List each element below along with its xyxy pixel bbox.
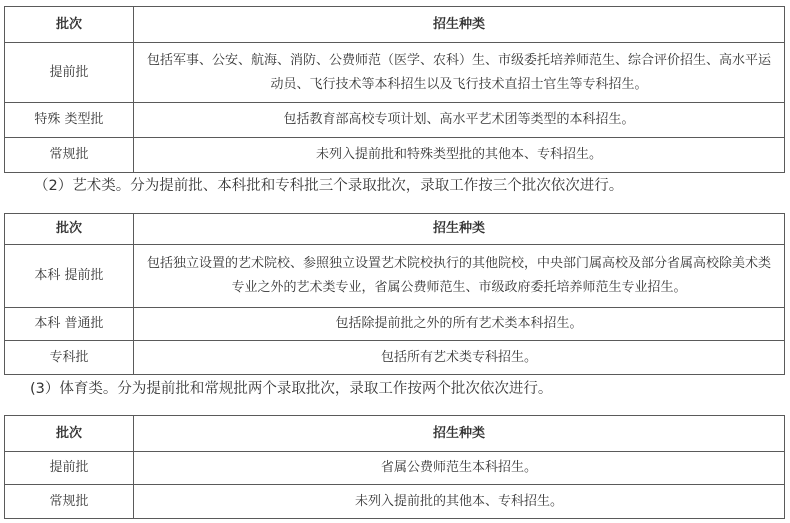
table-row — [5, 341, 785, 375]
desc-cell: 包括教育部高校专项计划、高水平艺术团等类型的本科招生。 — [134, 103, 785, 138]
table-row — [5, 103, 785, 138]
table-header-row — [5, 416, 785, 452]
table-row — [5, 245, 785, 308]
batch-cell: 专科批 — [5, 341, 134, 375]
table-row — [5, 43, 785, 103]
table-row — [5, 452, 785, 485]
batch-cell: 本科 普通批 — [5, 308, 134, 341]
batch-cell: 常规批 — [5, 485, 134, 519]
desc-cell: 包括独立设置的艺术院校、参照独立设置艺术院校执行的其他院校，中央部门属高校及部分省属高校除美术类专业之外的艺术类专业，省属公费师范生、市级政府委托培养师范生专业招生。 — [134, 245, 785, 308]
batch-cell: 特殊 类型批 — [5, 103, 134, 138]
desc-cell: 未列入提前批的其他本、专科招生。 — [134, 485, 785, 519]
sports-category-paragraph: (3）体育类。分为提前批和常规批两个录取批次，录取工作按两个批次依次进行。 — [30, 381, 553, 397]
header-batch: 批次 — [5, 416, 134, 452]
general-admission-table — [4, 6, 785, 173]
desc-cell: 包括除提前批之外的所有艺术类本科招生。 — [134, 308, 785, 341]
desc-cell: 未列入提前批和特殊类型批的其他本、专科招生。 — [134, 138, 785, 173]
desc-cell: 包括所有艺术类专科招生。 — [134, 341, 785, 375]
desc-cell: 包括军事、公安、航海、消防、公费师范（医学、农科）生、市级委托培养师范生、综合评价招生、高水平运动员、飞行技术等本科招生以及飞行技术直招士官生等专科招生。 — [134, 43, 785, 103]
header-batch: 批次 — [5, 7, 134, 43]
sports-admission-table — [4, 415, 785, 519]
header-batch: 批次 — [5, 214, 134, 245]
batch-cell: 常规批 — [5, 138, 134, 173]
batch-cell: 本科 提前批 — [5, 245, 134, 308]
art-category-paragraph: （2）艺术类。分为提前批、本科批和专科批三个录取批次，录取工作按三个批次依次进行。 — [34, 178, 624, 194]
table-header-row — [5, 7, 785, 43]
header-enrollment-type: 招生种类 — [134, 7, 785, 43]
table-row — [5, 485, 785, 519]
art-admission-table — [4, 213, 785, 375]
desc-cell: 省属公费师范生本科招生。 — [134, 452, 785, 485]
table-header-row — [5, 214, 785, 245]
table-row — [5, 138, 785, 173]
header-enrollment-type: 招生种类 — [134, 214, 785, 245]
table-row — [5, 308, 785, 341]
batch-cell: 提前批 — [5, 43, 134, 103]
batch-cell: 提前批 — [5, 452, 134, 485]
header-enrollment-type: 招生种类 — [134, 416, 785, 452]
